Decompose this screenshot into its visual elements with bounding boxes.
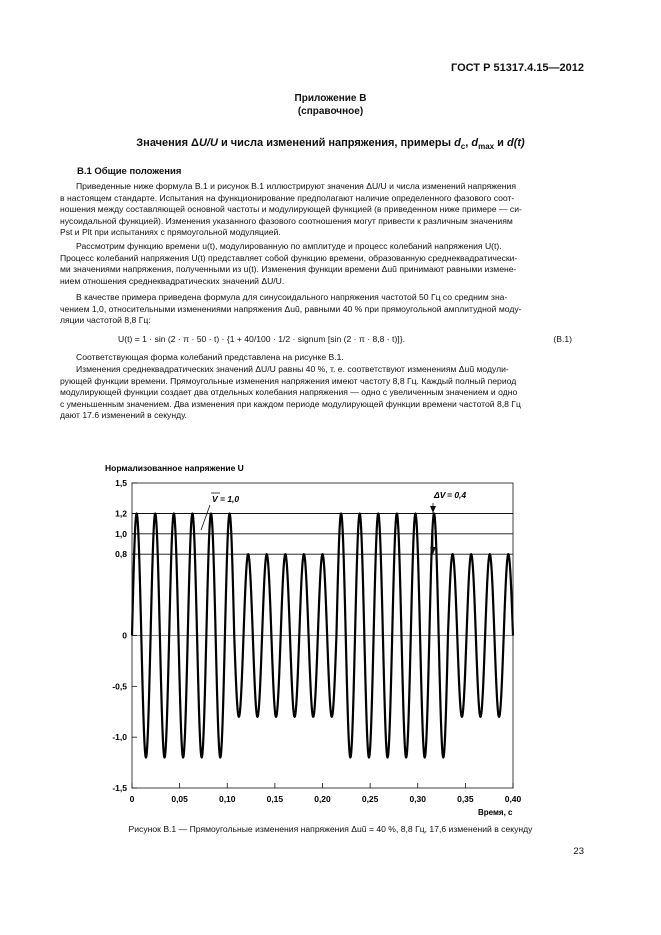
annotation-mean-value: = 1,0 (220, 494, 240, 504)
main-title: Значения ΔU/U и числа изменений напряжения, примеры $d_c$, $d_{max}$ и d(t) (136, 137, 525, 152)
annotation-mean (201, 493, 239, 530)
x-tick-label: 0,15 (266, 794, 284, 804)
paragraph-1: Приведенные ниже формула В.1 и рисунок В.1 иллюстрируют значения ΔU/U и числа изменений напряжения в настоящем стандарте. Испытания на функционирование предполагают наличие определенного фазового соот- ношения между составляющей основной частоты и модулирующей функцией (в приведенном ниже примере — си- нусоидальной функцией). Изменения указанного фазового соотношения могут привести к различным значениям Pst и Plt при испытаниях с прямоугольной модуляцией. (60, 181, 522, 237)
x-tick-label: 0,05 (171, 794, 188, 804)
annotation-delta-value: = 0,4 (447, 490, 467, 500)
y-tick-label: 0,8 (115, 549, 127, 560)
y-tick-label: 1,5 (115, 478, 127, 488)
annotation-mean-base: V (212, 494, 218, 504)
paragraph-5: Изменения среднеквадратических значений ΔU/U равны 40 %, т. е. соответствуют изменениям Δuũ модули- рующей функции времени. Прямоугольные изменения напряжения имеют частоту 8,8 Гц. Каждый полный период модулирующей функции создает два отдельных колебания напряжения — одно с увеличенным значением и одно с уменьшенным значением. Два изменения при каждом периоде модулирующей функции времени частотой 8,8 Гц дают 17.6 изменений в секунду. (60, 364, 521, 420)
x-tick-label: 0,40 (504, 794, 522, 804)
document-header: ГОСТ Р 51317.4.15—2012 (450, 62, 584, 74)
x-tick-label: 0,20 (314, 794, 331, 804)
y-tick-label: 0 (122, 630, 127, 641)
x-tick-label: 0 (129, 794, 135, 804)
x-tick-label: 0,35 (457, 794, 474, 804)
chart-xlabel: Время, с (478, 808, 513, 817)
paragraph-3: В качестве примера приведена формула для синусоидального напряжения частотой 50 Гц со средним зна- чением 1,0, относительными изменениями напряжения Δuũ, равными 40 % при прямоугольной амплитудной моду- ляции частотой 8,8 Гц: (60, 292, 522, 325)
page-number: 23 (573, 846, 584, 857)
chart-ylabel: Нормализованное напряжение U (105, 463, 244, 473)
x-tick-label: 0,10 (218, 794, 236, 804)
y-tick-label: -1,5 (112, 783, 127, 793)
annotation-delta-base: ΔV (434, 490, 446, 500)
paragraph-4: Соответствующая форма колебаний представлена на рисунке В.1. (76, 352, 344, 362)
formula-number: (В.1) (553, 334, 572, 344)
x-tick-label: 0,30 (409, 794, 427, 804)
y-tick-label: -1,0 (112, 732, 127, 743)
paragraph-2: Рассмотрим функцию времени u(t), модулированную по амплитуде и процесс колебаний напряжения U(t). Процесс колебаний напряжения U(t) представляет собой функцию времени, образованную среднеквадратически- ми значениями напряжения, полученными из u(t). Изменения функции времени Δuũ принимают равными измене- нием отношения среднеквадратических значений ΔU/U. (60, 241, 518, 286)
section-heading: В.1 Общие положения (77, 166, 182, 177)
annotation-delta-arrow-top (430, 506, 436, 513)
figure-caption: Рисунок В.1 — Прямоугольные изменения напряжения Δuũ = 40 %, 8,8 Гц, 17,6 изменений в секунду (128, 824, 533, 834)
formula-text: U(t) = 1 · sin (2 · π · 50 · t) · {1 + 40/100 · 1/2 · signum [sin (2 · π · 8,8 · t)]}. (118, 334, 405, 344)
y-tick-label: -0,5 (112, 681, 127, 692)
appendix-title: Приложение В (294, 93, 367, 104)
x-tick-label: 0,25 (361, 794, 379, 804)
y-tick-label: 1,0 (115, 528, 127, 539)
y-tick-label: 1,2 (115, 508, 127, 519)
appendix-subtitle: (справочное) (297, 106, 364, 117)
